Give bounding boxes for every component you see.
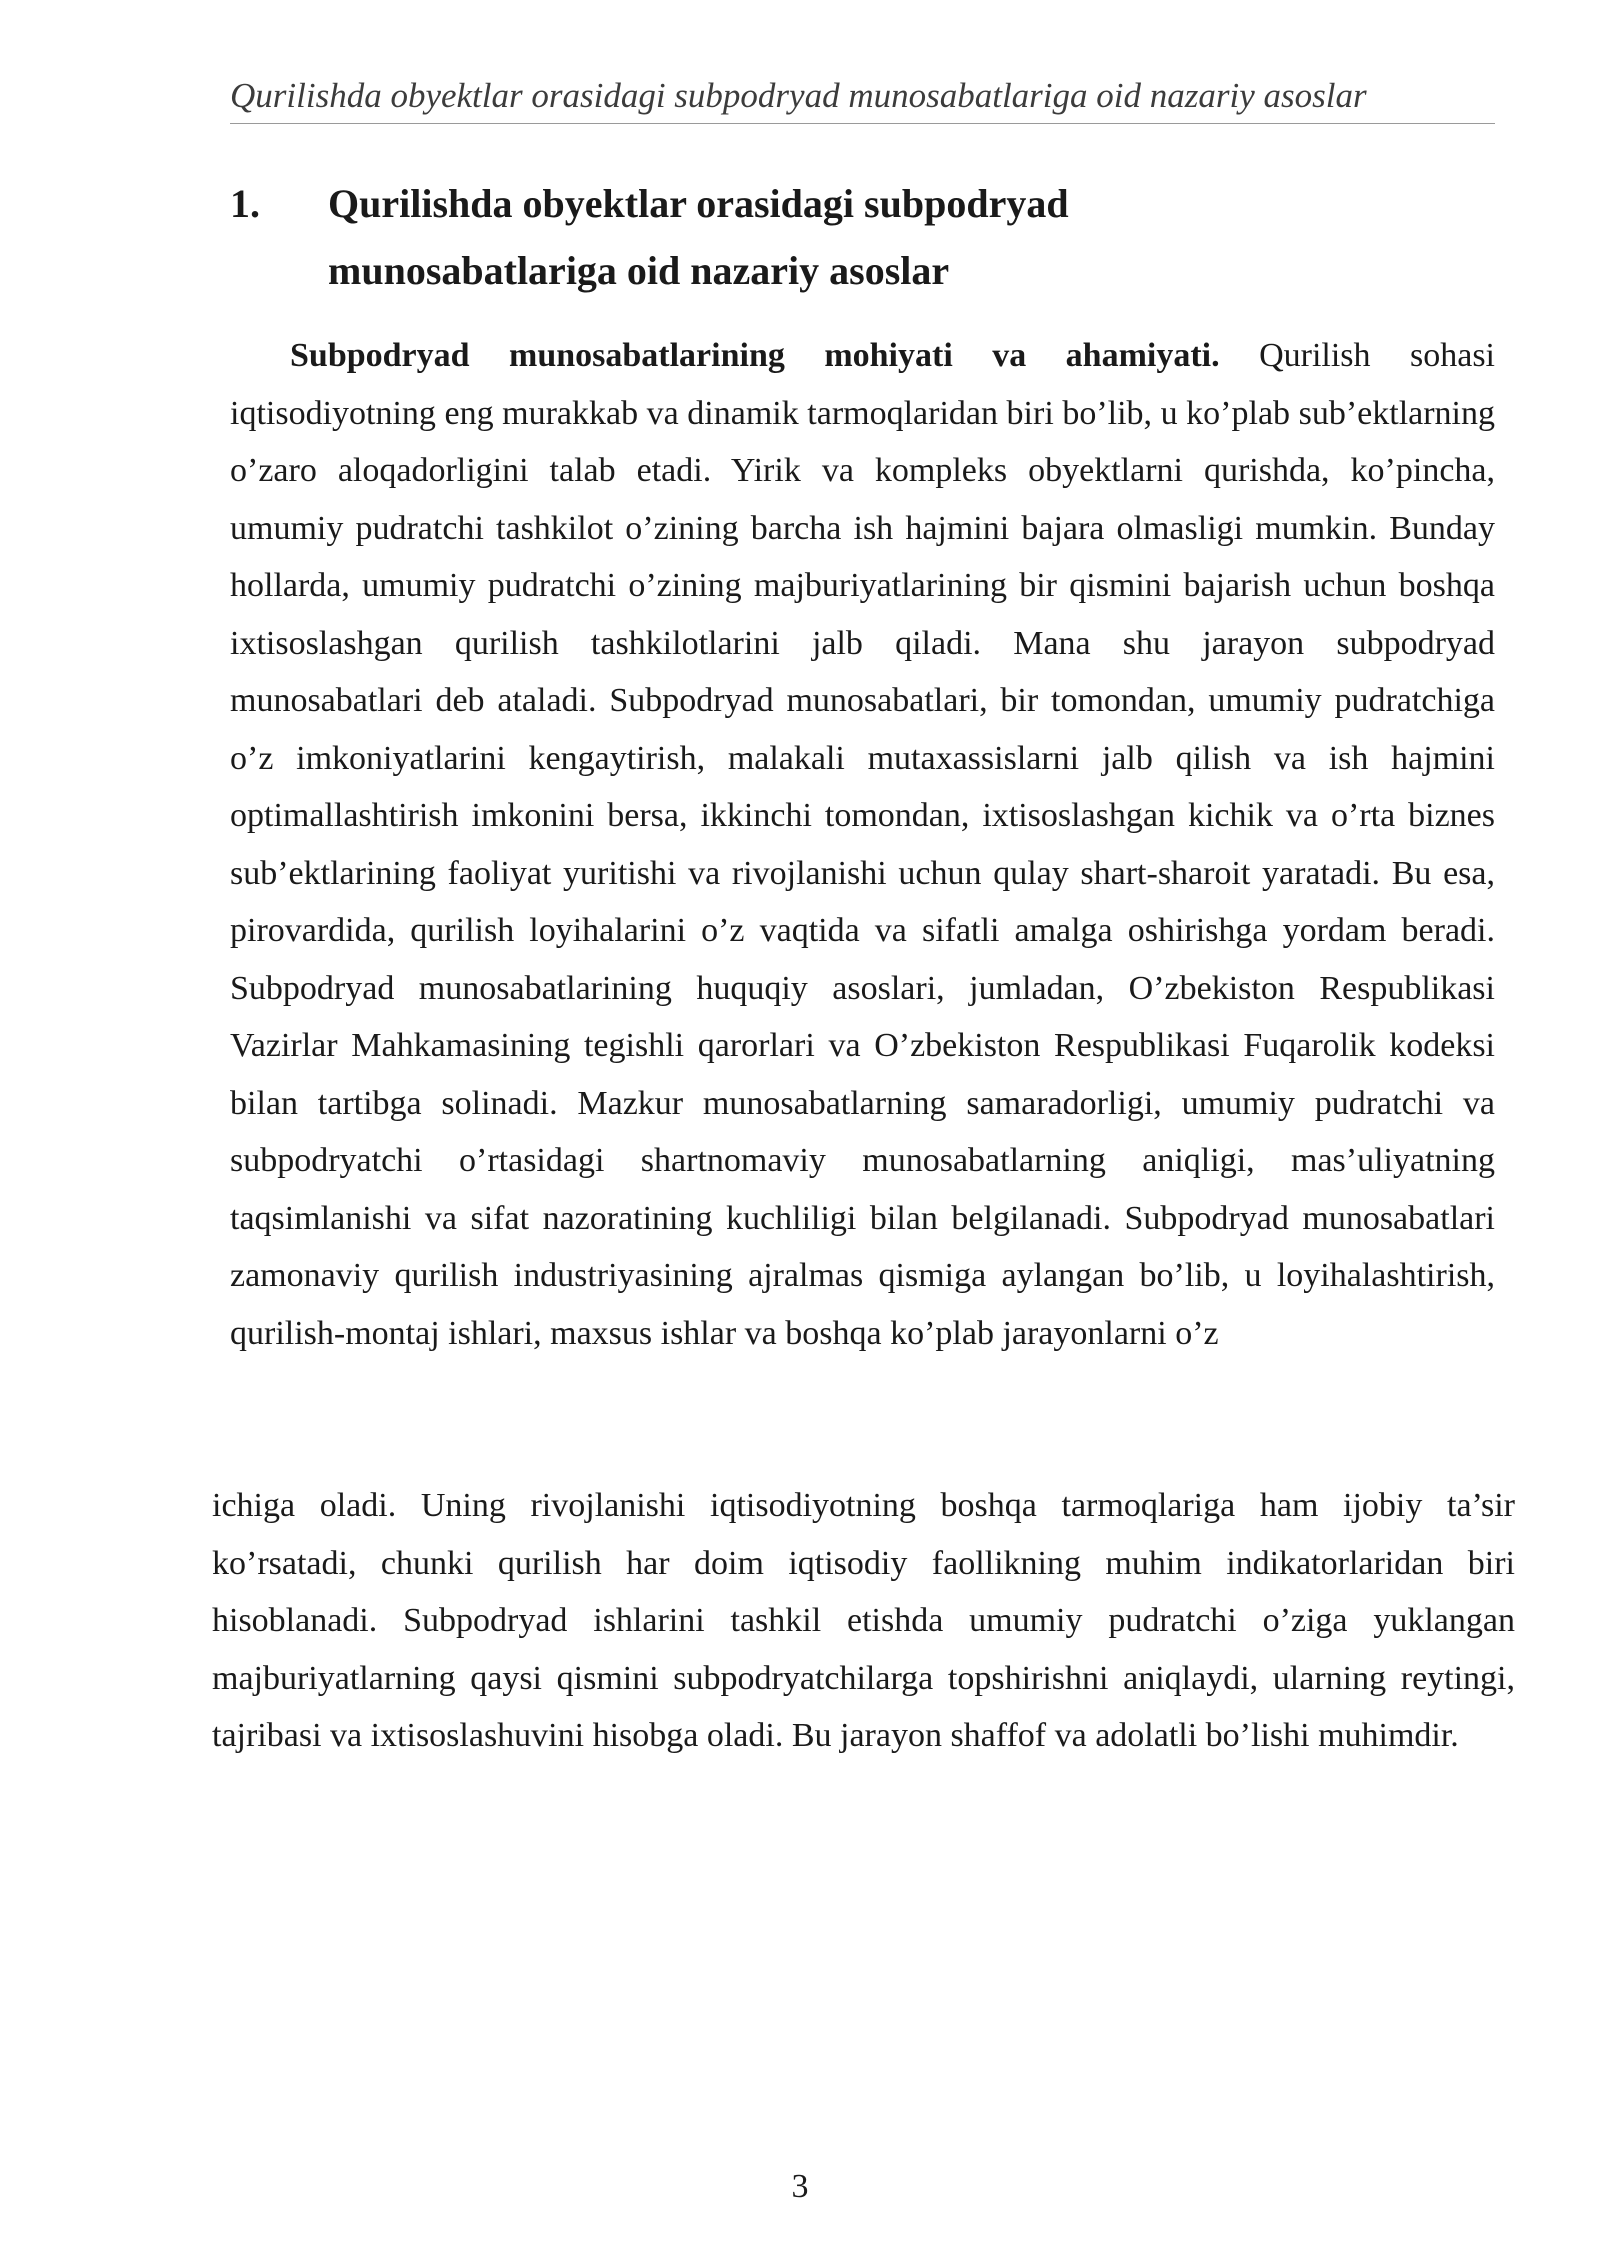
header-divider — [230, 123, 1495, 124]
body-paragraph — [230, 327, 1495, 1362]
paragraph-text: Qurilish sohasi iqtisodiyotning eng murakkab va dinamik tarmoqlaridan biri bo’lib, u ko’plab sub’ektlarning o’zaro aloqadorligini talab etadi. Yirik va kompleks obyektlarni qurishda, ko’pincha, umumiy pudratchi tashkilot o’zining barcha ish hajmini bajara olmasligi mumkin. Bunday hollarda, umumiy pudratchi o’zining majburiyatlarining bir qismini bajarish uchun boshqa ixtisoslashgan qurilish tashkilotlarini jalb qiladi. Mana shu jarayon subpodryad munosabatlari deb ataladi. Subpodryad munosabatlari, bir tomondan, umumiy pudratchiga o’z imkoniyatlarini kengaytirish, malakali mutaxassislarni jalb qilish va ish hajmini optimallashtirish imkonini bersa, ikkinchi tomondan, ixtisoslashgan kichik va o’rta biznes sub’ektlarining faoliyat yuritishi va rivojlanishi uchun qulay shart-sharoit yaratadi. Bu esa, pirovardida, qurilish loyihalarini o’z vaqtida va sifatli amalga oshirishga yordam beradi. Subpodryad munosabatlarining huquqiy asoslari, jumladan, O’zbekiston Respublikasi Vazirlar Mahkamasining tegishli qarorlari va O’zbekiston Respublikasi Fuqarolik kodeksi bilan tartibga solinadi. Mazkur munosabatlarning samaradorligi, umumiy pudratchi va subpodryatchi o’rtasidagi shartnomaviy munosabatlarning aniqligi, mas’uliyatning taqsimlanishi va sifat nazoratining kuchliligi bilan belgilanadi. Subpodryad munosabatlari zamonaviy qurilish industriyasining ajralmas qismiga aylangan bo’lib, u loyihalashtirish, qurilish-montaj ishlari, maxsus ishlar va boshqa ko’plab jarayonlarni o’z — [230, 337, 1495, 1352]
section-title: Qurilishda obyektlar orasidagi subpodryad munosabatlariga oid nazariy asoslar — [328, 181, 1069, 293]
body-paragraph-continued: ichiga oladi. Uning rivojlanishi iqtisodiyotning boshqa tarmoqlariga ham ijobiy ta’sir ko’rsatadi, chunki qurilish har doim iqtisodiy faollikning muhim indikatorlaridan biri hisoblanadi. Subpodryad ishlarini tashkil etishda umumiy pudratchi o’ziga yuklangan majburiyatlarning qaysi qismini subpodryatchilarga topshirishni aniqlaydi, ularning reytingi, tajribasi va ixtisoslashuvini hisobga oladi. Bu jarayon shaffof va adolatli bo’lishi muhimdir. — [212, 1487, 1515, 1754]
running-header: Qurilishda obyektlar orasidagi subpodryad munosabatlariga oid nazariy asoslar — [230, 76, 1367, 115]
section-number: 1. — [230, 181, 260, 226]
paragraph-lead: Subpodryad munosabatlarining mohiyati va ahamiyati. — [290, 337, 1220, 374]
section-heading — [230, 170, 1495, 304]
page-number: 3 — [791, 2168, 809, 2205]
